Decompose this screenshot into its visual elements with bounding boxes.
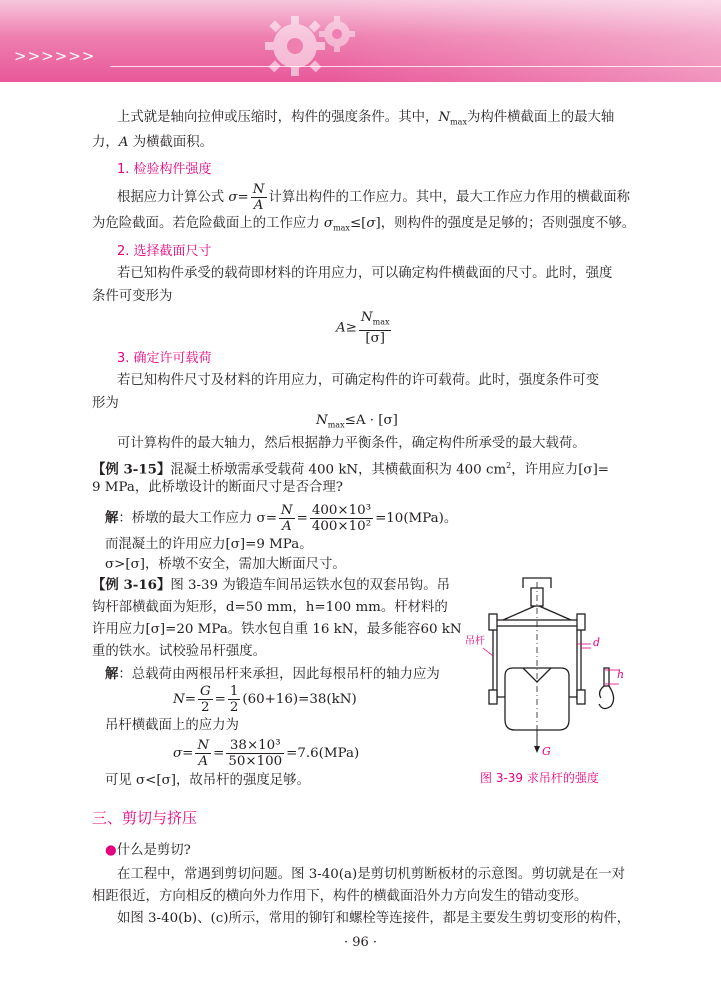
example-3-15-solution: 解：桥墩的最大工作应力 σ= $\frac{N}{A}$ = $\frac{\text{400×10³}}{\text{400×10²}}$ =10(MPa)。	[105, 503, 458, 534]
paragraph-s3-line3: 可计算构件的最大轴力，然后根据静力平衡条件，确定构件所承受的最大载荷。	[117, 436, 586, 451]
example-3-16-line6: 吊杆横截面上的应力为	[105, 718, 239, 733]
formula-load: $N_{max}\le A \cdot [\sigma]$	[316, 413, 398, 430]
page-number: · 96 ·	[343, 935, 378, 950]
example-3-15-line2: 9 MPa，此桥墩设计的断面尺寸是否合理?	[92, 480, 343, 495]
example-3-16-conclusion: 可见 σ<[σ]，故吊杆的强度足够。	[105, 773, 310, 788]
example-3-15-line1: 【例 3-15】混凝土桥墩需承受载荷 400 kN，其横截面积为 400 $cm^2$，许用应力[σ]=	[92, 461, 610, 478]
figure-3-39-hook	[465, 572, 625, 764]
figure-caption: 图 3-39 求吊杆的强度	[480, 771, 599, 785]
shear-question: ●什么是剪切?	[105, 843, 191, 858]
figure-label-d: d	[593, 636, 601, 649]
formula-axial-force: N= $\frac{G}{2}$ = $\frac{1}{2}$ (60+16)=38(kN)	[173, 684, 357, 715]
header-banner-highlight	[330, 0, 721, 82]
gear-icon	[255, 8, 365, 82]
paragraph-s1-line1: 根据应力计算公式 σ= $\frac{N}{A}$ 计算出构件的工作应力。其中，最大工作应力作用的横截面称	[117, 182, 631, 213]
figure-label-h: h	[617, 668, 625, 681]
chevron-icon: >>>>>>	[14, 47, 96, 65]
formula-stress: σ= $\frac{N}{A}$ = $\frac{\text{38×10³}}{50\times 100}$ =7.6(MPa)	[173, 738, 360, 769]
figure-label-G: G	[542, 745, 551, 758]
example-3-16-line2: 钩杆部横截面为矩形，d=50 mm，h=100 mm。杆材料的	[92, 600, 448, 615]
formula-area: A≥ $\frac{N_{max}}{[\sigma]}$	[336, 310, 390, 346]
section-check-strength: 1. 检验构件强度	[117, 162, 212, 177]
shear-line3: 如图 3-40(b)、(c)所示，常用的铆钉和螺栓等连接件，都是主要发生剪切变形的构件，	[117, 911, 631, 926]
paragraph-intro-line2: 力，A 为横截面积。	[92, 135, 214, 150]
paragraph-s3-line1: 若已知构件尺寸及材料的许用应力，可确定构件的许可载荷。此时，强度条件可变	[117, 373, 600, 388]
header-rule	[110, 66, 721, 67]
bullet-icon: ●	[105, 843, 117, 858]
paragraph-intro-line1: 上式就是轴向拉伸或压缩时，构件的强度条件。其中，$N_{max}$为构件横截面上的最大轴	[117, 110, 615, 127]
example-3-15-line4: 而混凝土的许用应力[σ]=9 MPa。	[105, 537, 313, 552]
example-3-16-line3: 许用应力[σ]=20 MPa。铁水包自重 16 kN，最多能容60 kN	[92, 622, 462, 637]
example-3-15-line5: σ>[σ]，桥墩不安全，需加大断面尺寸。	[105, 557, 346, 572]
section-allowable-load: 3. 确定许可载荷	[117, 351, 212, 366]
shear-line2: 相距很近，方向相反的横向外力作用下，构件的横截面沿外力方向发生的错动变形。	[92, 889, 588, 904]
figure-label-rod: 吊杆	[465, 636, 485, 647]
section-select-size: 2. 选择截面尺寸	[117, 244, 212, 259]
example-3-16-line4: 重的铁水。试校验吊杆强度。	[92, 644, 267, 659]
paragraph-s2-line2: 条件可变形为	[92, 289, 173, 304]
paragraph-s1-line2: 为危险截面。若危险截面上的工作应力 $\sigma_{max}\le[\sigma]$，则构件的强度是足够的；否则强度不够。	[92, 216, 636, 233]
section-shear-title: 三、剪切与挤压	[92, 809, 198, 827]
paragraph-s2-line1: 若已知构件承受的载荷即材料的许用应力，可以确定构件横截面的尺寸。此时，强度	[117, 266, 613, 281]
example-3-16-solution: 解：总载荷由两根吊杆来承担，因此每根吊杆的轴力应为	[105, 666, 440, 682]
paragraph-s3-line2: 形为	[92, 396, 119, 411]
shear-line1: 在工程中，常遇到剪切问题。图 3-40(a)是剪切机剪断板材的示意图。剪切就是在一对	[117, 867, 626, 882]
example-3-16-line1: 【例 3-16】图 3-39 为锻造车间吊运铁水包的双套吊钩。吊	[92, 577, 450, 593]
